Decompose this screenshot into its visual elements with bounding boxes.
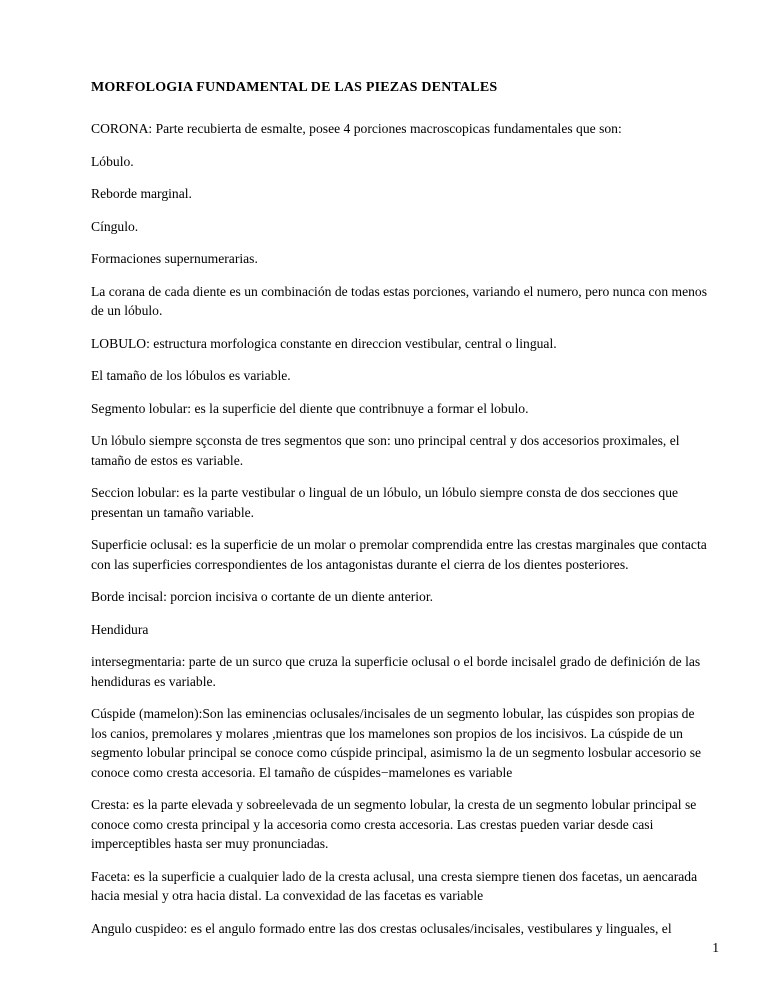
paragraph: Cúspide (mamelon):Son las eminencias oclusales/incisales de un segmento lobular, las cúspides son propias de los canios, premolares y molares ,mientras que los mamelones son propios de los incisivos. La cúspide de un segmento lobular principal se conoce como cúspide principal, asimismo la de un segmento losbular accesorio se conoce como cresta accesoria. El tamaño de cúspides−mamelones es variable: [91, 706, 702, 780]
paragraph: Superficie oclusal: es la superficie de un molar o premolar comprendida entre las crestas marginales que contacta con las superficies correspondientes de los antagonistas durante el cierra de los dientes posteriores.: [91, 537, 707, 572]
paragraph: La corana de cada diente es un combinación de todas estas porciones, variando el numero, pero nunca con menos de un lóbulo.: [91, 283, 708, 318]
paragraph: Reborde marginal.: [91, 186, 192, 201]
paragraph: CORONA: Parte recubierta de esmalte, posee 4 porciones macroscopicas fundamentales que son:: [91, 121, 622, 136]
paragraph: Angulo cuspideo: es el angulo formado entre las dos crestas oclusales/incisales, vestibulares y linguales, el: [91, 920, 672, 936]
paragraph: Lóbulo.: [91, 153, 134, 169]
paragraph: Seccion lobular: es la parte vestibular o lingual de un lóbulo, un lóbulo siempre consta de dos secciones que presentan un tamaño variable.: [91, 485, 679, 520]
paragraph: Cíngulo.: [91, 218, 139, 234]
paragraph: Cresta: es la parte elevada y sobreelevada de un segmento lobular, la cresta de un segmento lobular principal se conoce como cresta principal y la accesoria como cresta accesoria. Las crestas pueden variar desde casi imperceptibles hasta ser muy pronunciadas.: [91, 797, 697, 851]
page-number: 1: [712, 940, 719, 955]
paragraph: Hendidura: [91, 621, 149, 637]
paragraph: Faceta: es la superficie a cualquier lado de la cresta aclusal, una cresta siempre tienen dos facetas, un aencarada hacia mesial y otra hacia distal. La convexidad de las facetas es variable: [91, 868, 698, 903]
paragraph: Borde incisal: porcion incisiva o cortante de un diente anterior.: [91, 589, 434, 604]
paragraph: intersegmentaria: parte de un surco que cruza la superficie oclusal o el borde incisalel grado de definición de las hendiduras es variable.: [91, 654, 701, 689]
paragraph: LOBULO: estructura morfologica constante en direccion vestibular, central o lingual.: [91, 335, 557, 351]
document-title: MORFOLOGIA FUNDAMENTAL DE LAS PIEZAS DENTALES: [91, 80, 498, 95]
paragraph: El tamaño de los lóbulos es variable.: [91, 368, 291, 383]
paragraph: Formaciones supernumerarias.: [91, 251, 258, 266]
paragraph: Segmento lobular: es la superficie del diente que contribnuye a formar el lobulo.: [91, 400, 529, 416]
paragraph: Un lóbulo siempre sçconsta de tres segmentos que son: uno principal central y dos accesorios proximales, el tamaño de estos es variable.: [91, 433, 680, 468]
